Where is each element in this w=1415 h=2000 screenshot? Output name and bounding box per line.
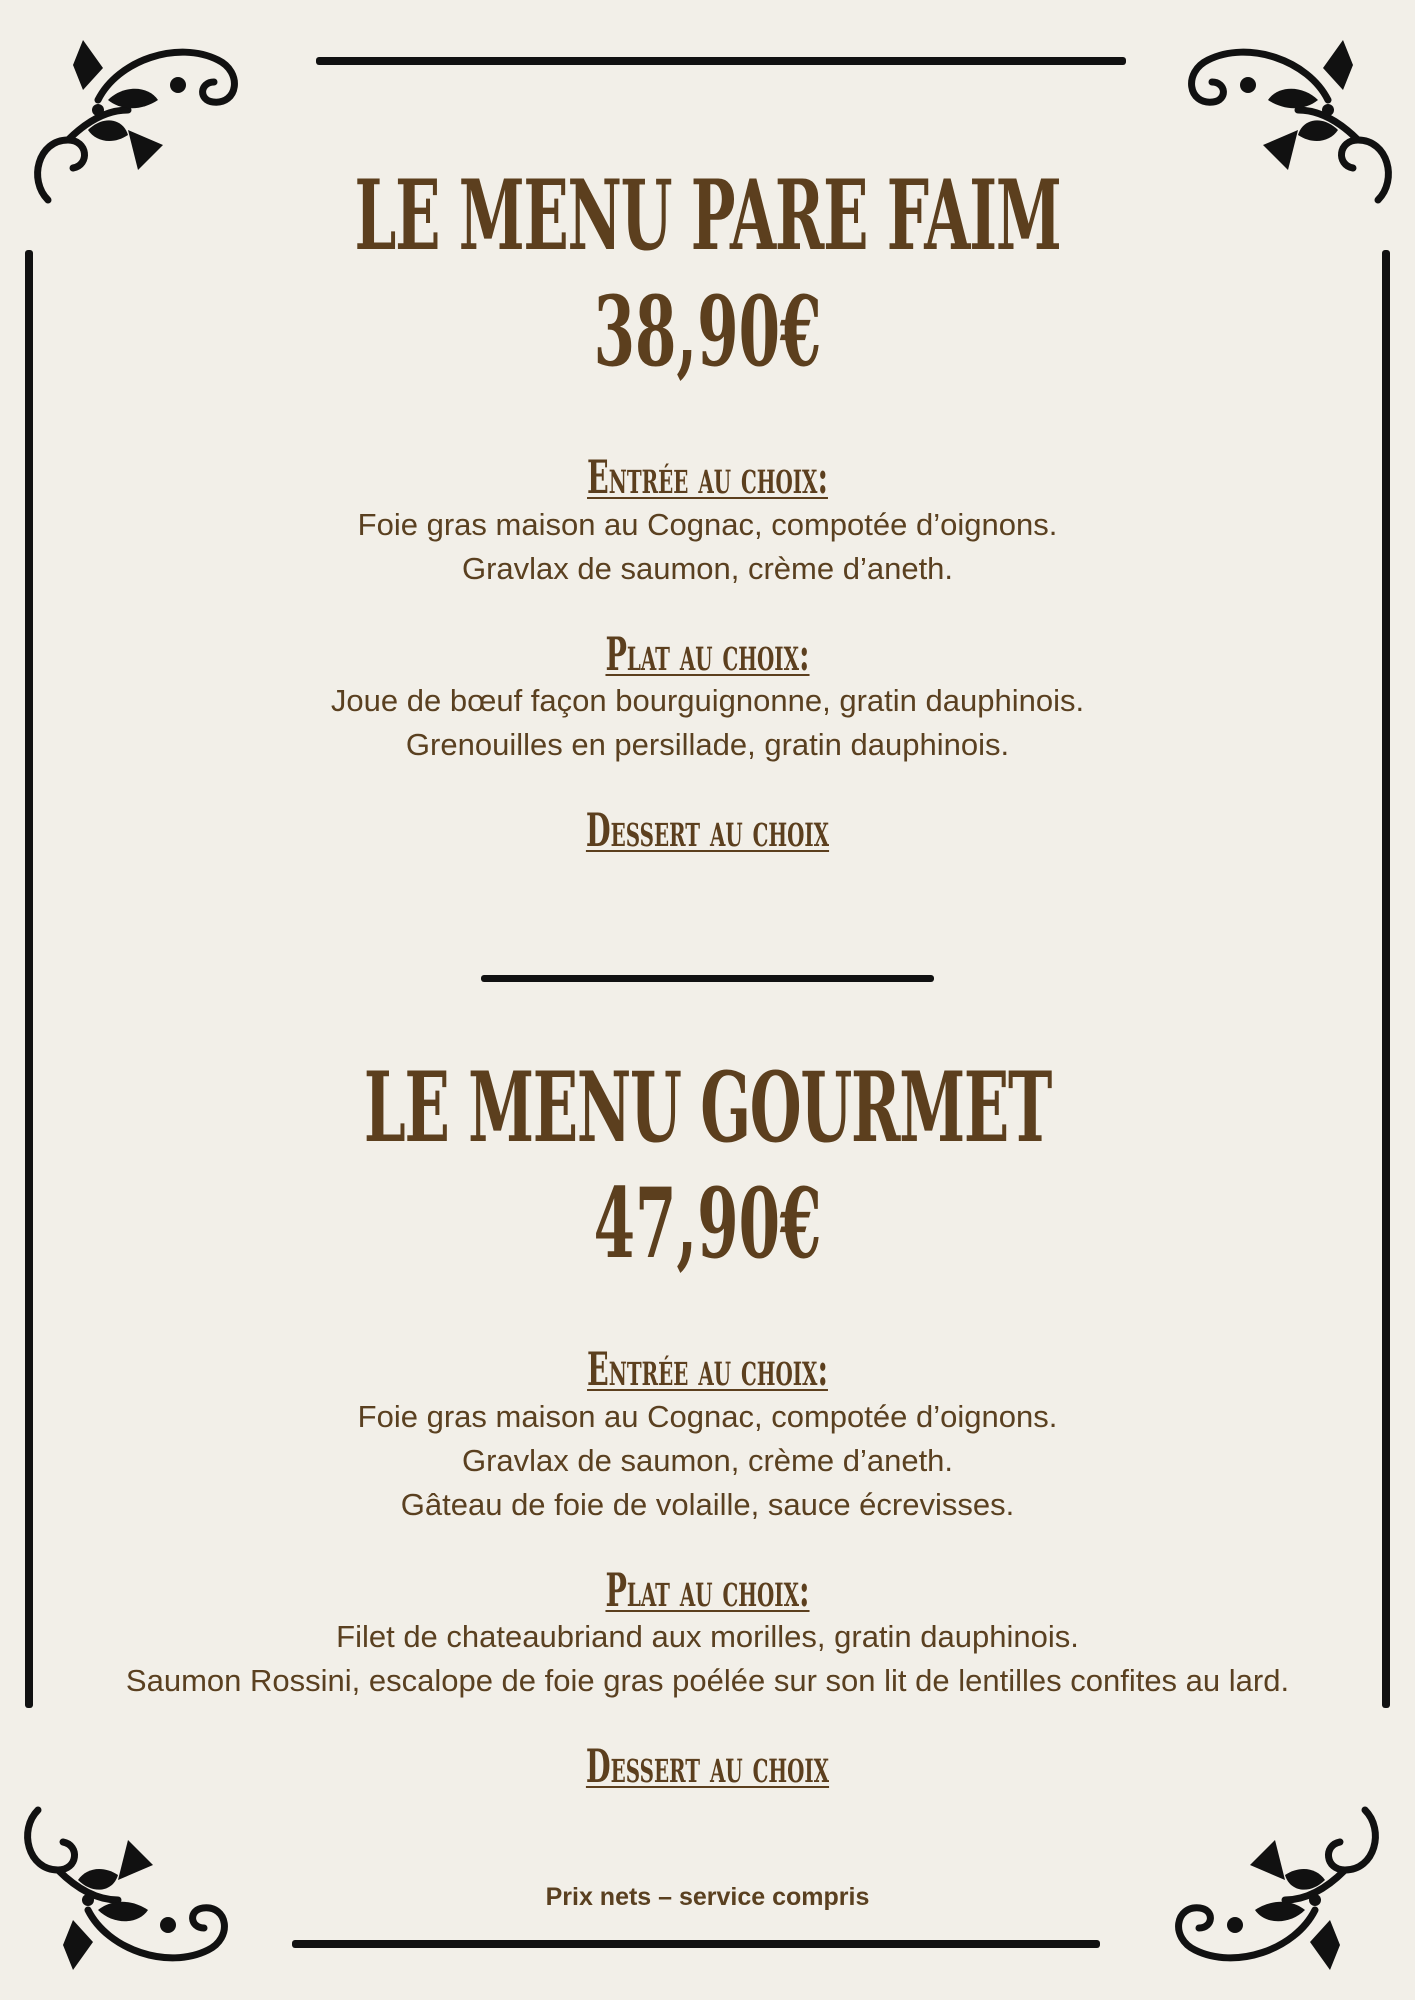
footer-note: Prix nets – service compris <box>545 1883 870 1911</box>
section-heading-entree: Entrée au choix: <box>587 450 828 504</box>
top-divider <box>316 57 1126 65</box>
dish-item: Saumon Rossini, escalope de foie gras poélée sur son lit de lentilles confites au lard. <box>125 1663 1290 1699</box>
menu-pare-faim <box>0 159 1415 858</box>
dish-item: Filet de chateaubriand aux morilles, gratin dauphinois. <box>336 1619 1079 1655</box>
dish-item: Gravlax de saumon, crème d’aneth. <box>461 550 954 586</box>
menu-gourmet <box>0 1051 1415 1794</box>
menu-price: 47,90€ <box>593 1167 822 1280</box>
section-heading-dessert: Dessert au choix <box>585 1739 830 1794</box>
section-heading-plat: Plat au choix: <box>605 1562 810 1617</box>
dish-item: Gravlax de saumon, crème d’aneth. <box>461 1442 954 1478</box>
menu-title: LE MENU PARE FAIM <box>354 159 1061 272</box>
dish-item: Grenouilles en persillade, gratin dauphinois. <box>405 727 1010 763</box>
dish-item: Joue de bœuf façon bourguignonne, gratin dauphinois. <box>330 683 1085 719</box>
section-heading-entree: Entrée au choix: <box>587 1342 828 1396</box>
middle-divider <box>481 975 934 982</box>
menu-price: 38,90€ <box>593 275 822 388</box>
dish-item: Foie gras maison au Cognac, compotée d’oignons. <box>357 1398 1058 1434</box>
dish-item: Gâteau de foie de volaille, sauce écrevisses. <box>400 1486 1015 1522</box>
section-heading-dessert: Dessert au choix <box>585 803 830 858</box>
bottom-divider <box>292 1940 1100 1948</box>
dish-item: Foie gras maison au Cognac, compotée d’oignons. <box>357 506 1058 542</box>
section-heading-plat: Plat au choix: <box>605 626 810 681</box>
menu-title: LE MENU GOURMET <box>363 1051 1052 1164</box>
